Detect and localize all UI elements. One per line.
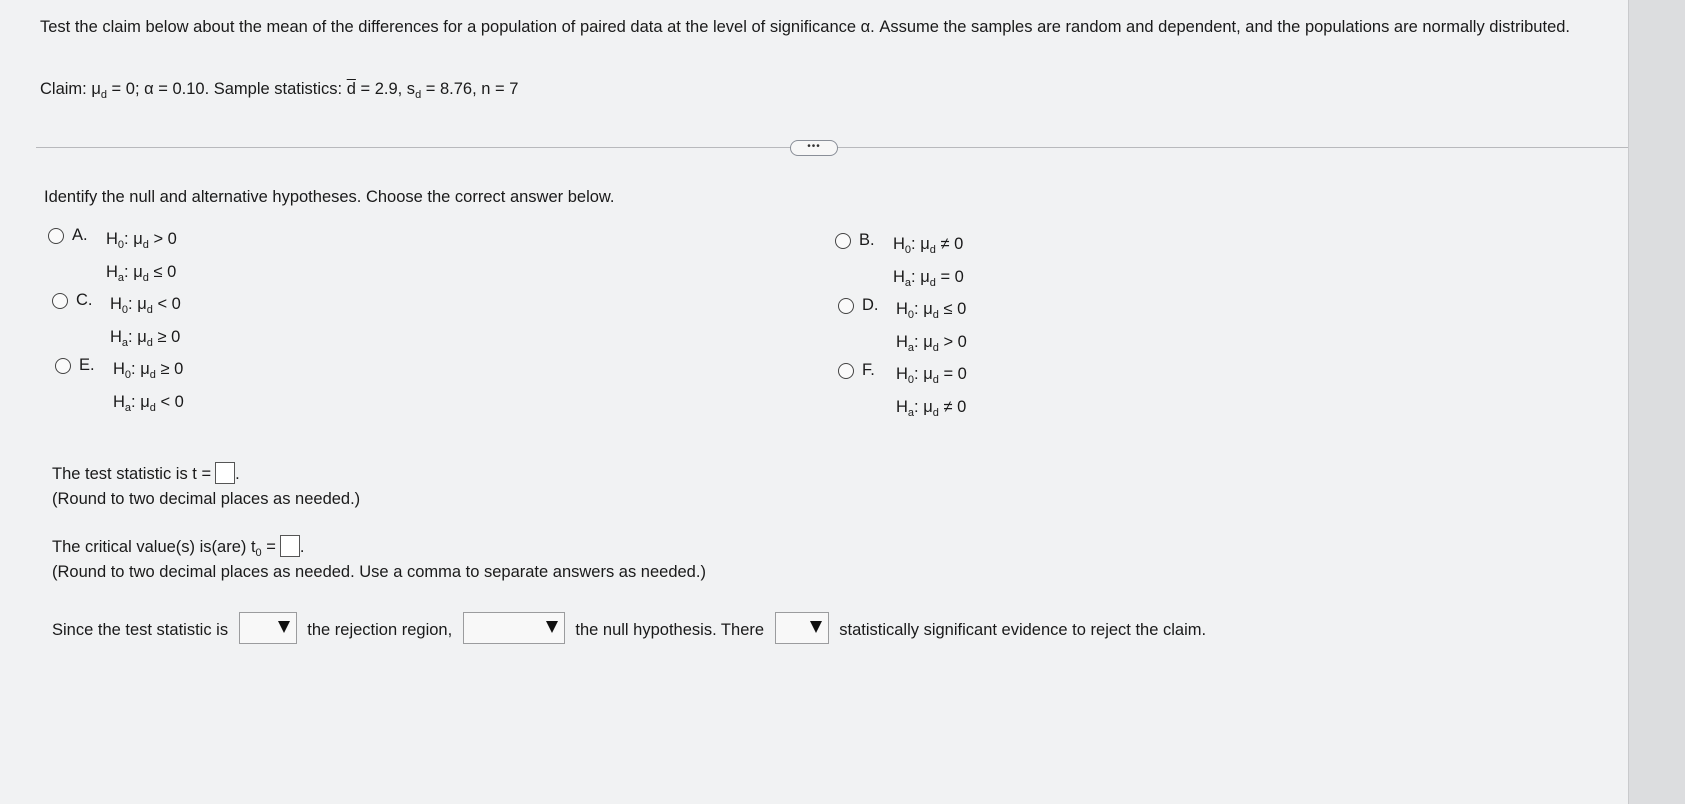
decision-dropdown[interactable] (463, 612, 565, 644)
choice-c-ha: $H_a$: $\mu_d \ge 0$ (110, 328, 181, 349)
radio-b[interactable] (835, 233, 851, 249)
claim-dbar: $\overline{d}$ (346, 80, 356, 98)
chevron-down-icon (810, 621, 822, 633)
claim-mu-sub: d (100, 89, 107, 101)
test-statistic-label: The test statistic is t = (52, 465, 212, 483)
test-statistic-note: (Round to two decimal places as needed.) (52, 490, 361, 508)
claim-s-sub: d (415, 89, 422, 101)
conclusion-part3: the null hypothesis. There (575, 621, 765, 639)
chevron-down-icon (546, 621, 558, 633)
choice-f-h0: $H_0$: $\mu_d = 0$ (896, 365, 967, 386)
problem-intro: Test the claim below about the mean of the differences for a population of paired data at the level of significance α. Assume the samples are random and dependent, and the populations are normally distributed. (40, 18, 1571, 36)
choice-d-ha: $H_a$: $\mu_d > 0$ (896, 333, 967, 354)
expand-button[interactable]: ••• (790, 140, 838, 156)
radio-f[interactable] (838, 363, 854, 379)
choice-c-letter: C. (76, 291, 93, 309)
choice-d-letter: D. (862, 296, 879, 314)
choice-b-hypotheses (893, 231, 1033, 297)
radio-c[interactable] (52, 293, 68, 309)
conclusion-part4: statistically significant evidence to reject the claim. (839, 621, 1207, 639)
claim-alpha: = 0; α = 0.10. Sample statistics: (106, 80, 347, 98)
choice-a-letter: A. (72, 226, 88, 244)
choice-f-letter: F. (862, 361, 875, 379)
chevron-down-icon (278, 621, 290, 633)
conclusion-line (52, 612, 1206, 644)
choice-e-letter: E. (79, 356, 95, 374)
choice-b-letter: B. (859, 231, 875, 249)
radio-e[interactable] (55, 358, 71, 374)
choice-e-ha: $H_a$: $\mu_d < 0$ (113, 393, 184, 414)
conclusion-part2: the rejection region, (307, 621, 453, 639)
choice-b-ha: $H_a$: $\mu_d = 0$ (893, 268, 964, 289)
choice-f-ha: $H_a$: $\mu_d \ne 0$ (896, 398, 967, 419)
critical-value-sub: 0 (255, 547, 262, 559)
claim-line (40, 80, 518, 101)
choice-e-h0: $H_0$: $\mu_d \ge 0$ (113, 360, 184, 381)
claim-s-value: = 8.76, n = 7 (421, 80, 519, 98)
critical-value-note: (Round to two decimal places as needed. Use a comma to separate answers as needed.) (52, 563, 706, 581)
choice-d-hypotheses (896, 296, 1036, 362)
conclusion-part1: Since the test statistic is (52, 621, 229, 639)
choice-a-ha: $H_a$: $\mu_d \le 0$ (106, 263, 177, 284)
critical-value-eq: = (261, 538, 276, 556)
region-dropdown[interactable] (239, 612, 297, 644)
claim-prefix: Claim: μ (40, 80, 101, 98)
choice-a-h0: $H_0$: $\mu_d > 0$ (106, 230, 177, 251)
choice-e-hypotheses (113, 356, 253, 422)
radio-a[interactable] (48, 228, 64, 244)
test-statistic-input[interactable] (215, 462, 235, 484)
choice-c-h0: $H_0$: $\mu_d < 0$ (110, 295, 181, 316)
test-statistic-line: The test statistic is t = . (52, 462, 240, 484)
choice-f-hypotheses (896, 361, 1036, 427)
critical-value-input[interactable] (280, 535, 300, 557)
choice-d-h0: $H_0$: $\mu_d \le 0$ (896, 300, 967, 321)
evidence-dropdown[interactable] (775, 612, 829, 644)
choice-b-h0: $H_0$: $\mu_d \ne 0$ (893, 235, 964, 256)
choice-a-hypotheses (106, 226, 246, 292)
claim-dbar-value: = 2.9, s (355, 80, 416, 98)
question-prompt: Identify the null and alternative hypotheses. Choose the correct answer below. (44, 188, 615, 206)
choice-c-hypotheses (110, 291, 250, 357)
radio-d[interactable] (838, 298, 854, 314)
critical-value-line: The critical value(s) is(are) $t_0$ = . (52, 535, 305, 559)
page-edge (1628, 0, 1685, 804)
critical-value-label: The critical value(s) is(are) t (52, 538, 256, 556)
